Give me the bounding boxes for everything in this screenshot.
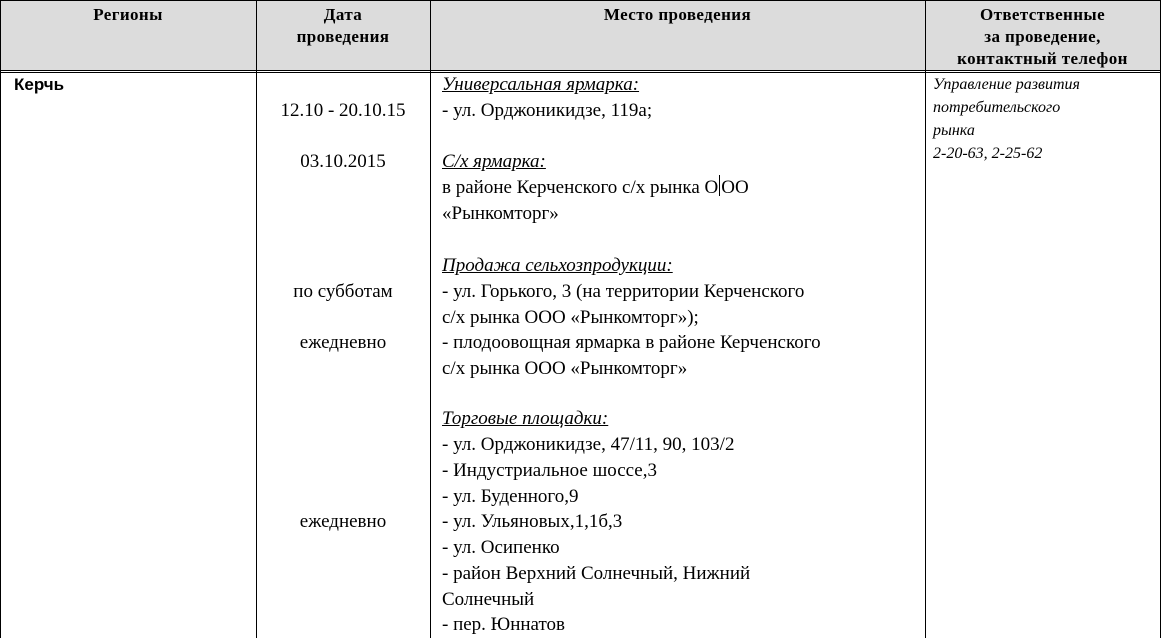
date-daily: ежедневно [299, 511, 387, 532]
responsible-line: рынка [933, 122, 975, 139]
region-name: Керчь [14, 75, 65, 94]
sale-title: Продажа сельхозпродукции: [442, 255, 673, 276]
sale-line: - ул. Горького, 3 (на территории Керченского [442, 281, 805, 302]
date-saturdays: по субботам [293, 281, 393, 302]
header-divider [0, 70, 1161, 71]
trade-title: Торговые площадки: [442, 408, 609, 429]
date-daily: ежедневно [299, 332, 387, 353]
trade-item: Солнечный [442, 589, 535, 610]
header-date-line: проведения [296, 27, 390, 46]
agri-fair-text: ОО [721, 177, 749, 198]
header-date-line: Дата [323, 5, 363, 24]
header-date [256, 4, 430, 48]
trade-item: - ул. Буденного,9 [442, 486, 579, 507]
header-responsible-line: за проведение, [984, 27, 1101, 46]
table-border-left [0, 0, 1, 638]
column-divider [925, 0, 926, 638]
sale-line: - плодоовощная ярмарка в районе Керченского [442, 332, 821, 353]
trade-item: - ул. Ульяновых,1,1б,3 [442, 511, 623, 532]
responsible-line: Управление развития [933, 76, 1080, 93]
universal-fair-item: - ул. Орджоникидзе, 119а; [442, 100, 653, 121]
sale-line: с/х рынка ООО «Рынкомторг»); [442, 307, 699, 328]
header-regions-label: Регионы [93, 5, 163, 24]
agri-fair-title: С/х ярмарка: [442, 151, 546, 172]
column-divider [256, 0, 257, 638]
agri-fair-text: в районе Керченского с/х рынка О [442, 177, 719, 198]
trade-item: - ул. Орджоникидзе, 47/11, 90, 103/2 [442, 434, 735, 455]
header-responsible-line: Ответственные [979, 5, 1106, 24]
header-regions [0, 4, 256, 26]
date-agri-fair: 03.10.2015 [300, 151, 386, 172]
universal-fair-title: Универсальная ярмарка: [442, 74, 640, 95]
header-responsible-line: контактный телефон [957, 49, 1128, 68]
header-place [430, 4, 925, 26]
responsible-cell [933, 73, 1158, 165]
header-place-label: Место проведения [603, 5, 752, 24]
trade-item: - район Верхний Солнечный, Нижний [442, 563, 751, 584]
agri-fair-line [442, 175, 749, 201]
sale-line: с/х рынка ООО «Рынкомторг» [442, 358, 688, 379]
header-responsible [925, 4, 1160, 70]
trade-item: - пер. Юннатов [442, 614, 566, 635]
table-border-top [0, 0, 1161, 1]
responsible-phones: 2-20-63, 2-25-62 [933, 145, 1043, 162]
responsible-line: потребительского [933, 99, 1061, 116]
trade-item: - Индустриальное шоссе,3 [442, 460, 657, 481]
date-universal: 12.10 - 20.10.15 [280, 100, 406, 121]
agri-fair-line: «Рынкомторг» [442, 203, 559, 224]
trade-item: - ул. Осипенко [442, 537, 560, 558]
column-divider [430, 0, 431, 638]
